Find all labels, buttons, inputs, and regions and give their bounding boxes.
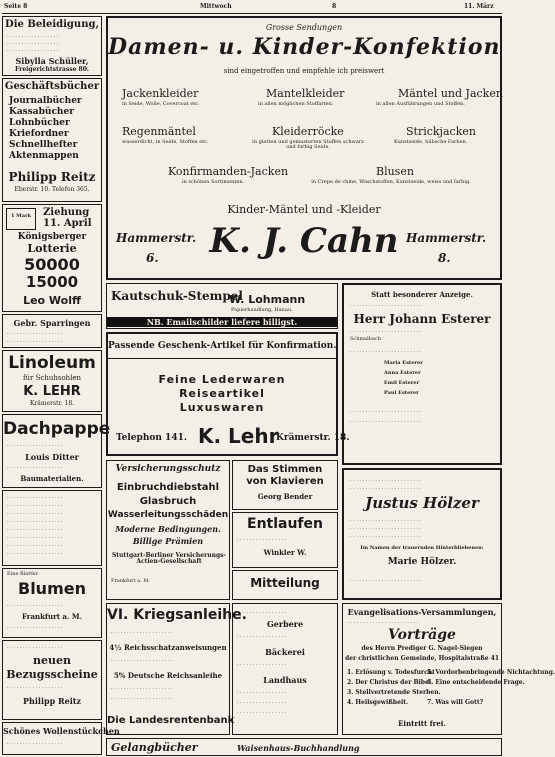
evang-title: Evangelisations-Versammlungen, <box>347 607 497 617</box>
kriegsanleihe-title: VI. Kriegsanleihe. <box>107 607 247 623</box>
cahn-item-desc: in Crepe de chine, Waschstoffen, Kunstseide, weiss und farbig. <box>311 179 471 185</box>
verkauf-line-2: Bäckerei <box>265 647 305 657</box>
ad-cahn <box>106 16 502 280</box>
evang-item: 5. Vordorbenbringende Nichtachtung. <box>427 669 555 676</box>
weekday: Mittwoch <box>200 3 232 10</box>
klaviere-firm: Georg Bender <box>257 492 313 501</box>
entlaufen-name: Winkler W. <box>263 548 307 557</box>
cahn-kinder: Kinder-Mäntel und -Kleider <box>227 203 381 216</box>
stempel-firm: W. Lohmann <box>229 293 306 306</box>
lot-lotterie: Lotterie <box>27 242 77 255</box>
ad-blumen: Eine Blattkr. Blumen . . . . . . . . . . . . . . . . . . Frankfurt a. M. . . . . . . . . . . . . . . . . . . <box>2 568 102 638</box>
page-number: Seite 8 <box>4 3 28 10</box>
vers-title: Versicherungsschutz <box>115 464 221 474</box>
klaviere-title-2: von Klavieren <box>246 476 324 487</box>
cahn-title: Damen- u. Kinder-Konfektion <box>108 34 501 60</box>
lot-price-box: 1 Mark <box>6 208 36 230</box>
cahn-item: Mantelkleider <box>266 87 345 100</box>
cahn-item-desc: in allen Ausführungen und Stoffen. <box>376 101 465 107</box>
cahn-item-desc: in schönen Sortimenten. <box>182 179 245 185</box>
buecher-item: Journalbücher <box>9 96 82 106</box>
vers-line-1: Einbruchdiebstahl <box>116 482 220 493</box>
lot-amount-1: 50000 <box>24 255 80 274</box>
ad-gelangbuecher <box>106 738 502 756</box>
bezug-title: neuen <box>33 654 71 667</box>
kriegsanleihe-line-1: 4½ Reichsschatzanweisungen <box>109 643 227 652</box>
ad-hoelzer: . . . . . . . . . . . . . . . . . . . . . . . . . . . . . . . . . . . . . . . . . . . . . . Justus Hölzer . . . . . . . . . . . . . . . . . . . . . . . . . . . . . . . . . . . . . . . . . . . . . . . . . . . . . . . . . . . . . . . . . . . . . Im Namen der trauernden Hinterbliebenen: Marie Hölzer. . . . . . . . . . . . . . . . . . . . . . . . <box>342 468 502 600</box>
kriegsanleihe-footer: Die Landesrentenbank <box>107 715 235 726</box>
gelang-firm: Waisenhaus-Buchhandlung <box>237 743 360 753</box>
schoenes-title: Schönes Wollenstückchen <box>3 726 120 736</box>
lot-date: 11. April <box>43 218 92 229</box>
esterer-family: Paul Esterer <box>384 390 419 396</box>
hoelzer-sign: Marie Hölzer. <box>387 557 457 567</box>
ad-esterer: Statt besonderer Anzeige. . . . . . . . . . . . . . . . . . . . . . . . Herr Johann Esterer . . . . . . . . . . . . . . . . . . . . . . . Schmalbach . . . . . . . . . . . . . . . . . . . . . . . Maria Esterer Anna Esterer Emil Esterer Paul Esterer . . . . . . . . . . . . . . . . . . . . . . . . . . . . . . . . . . . . . . . . . . . . . . <box>342 283 502 465</box>
vers-line-2: Glasbruch <box>139 496 197 507</box>
ad-verkauf: . . . . . . . . . . . . . . . . Gerbere . . . . . . . . . . . . . . . . Bäckerei . . . . . . . . . . . . . . . . Landhaus . . . . . . . . . . . . . . . . . . . . . . . . . . . . . . . . . . . . . . . . . . . . . . . . <box>232 603 338 735</box>
cahn-item-desc: in Seide, Wolle, Covercoat etc. <box>122 101 200 107</box>
evang-pred: des Herrn Prediger G. Nagel-Siegen <box>361 645 483 652</box>
buecher-title: Geschäftsbücher <box>4 81 100 92</box>
dachpappe-title: Dachpappe <box>3 419 111 439</box>
bezug-title-2: Bezugsscheine <box>6 668 98 681</box>
evang-item: 2. Der Christus der Bibel. <box>347 679 434 686</box>
linoleum-addr: Krämerstr. 18. <box>29 400 75 407</box>
ad-kriegsanleihe: VI. Kriegsanleihe. . . . . . . . . . . . . . . . . . . . . 4½ Reichsschatzanweisungen . . . . . . . . . . . . . . . . . . . . 5% Deutsche Reichsanleihe . . . . . . . . . . . . . . . . . . . . . . . . . . . . . . . . . . . . . . . . Die Landesrentenbank <box>106 603 230 735</box>
klaviere-title: Das Stimmen <box>247 464 323 475</box>
ad-dachpappe: Dachpappe . . . . . . . . . . . . . . . . . . Louis Ditter . . . . . . . . . . . . . . . . . . Baumaterialien. <box>2 414 102 488</box>
buecher-item: Aktenmappen <box>9 151 79 161</box>
evang-item: 4. Heilsgewißheit. <box>347 699 409 706</box>
ad-versicherung <box>106 460 230 600</box>
geschenk-firm: K. Lehr <box>198 424 279 448</box>
lot-amount-2: 15000 <box>25 273 79 291</box>
evang-footer: Eintritt frei. <box>398 719 446 728</box>
cahn-firm: K. J. Cahn <box>209 221 399 261</box>
geschenk-line-2: Reiseartikel <box>179 387 265 400</box>
ad-lehr-geschenk <box>106 332 350 456</box>
kriegsanleihe-line-2: 5% Deutsche Reichsanleihe <box>113 671 223 680</box>
cahn-street-right: Hammerstr. <box>406 231 487 245</box>
spar-title: Gebr. Sparringen <box>13 318 91 328</box>
evang-item: 3. Stellvertretende Sterben. <box>347 689 441 696</box>
entlaufen-title: Entlaufen <box>247 516 323 532</box>
beleidigung-addr: Freigerichtstrasse 80. <box>15 66 89 73</box>
esterer-title: Statt besonderer Anzeige. <box>371 290 473 299</box>
blumen-title: Blumen <box>18 579 86 598</box>
lot-firm: Leo Wolff <box>23 294 81 307</box>
cahn-subtitle: sind eingetroffen und empfehle ich preiswert <box>223 67 385 75</box>
beleidigung-title: Die Beleidigung, <box>5 19 99 30</box>
ad-sparringen: Gebr. Sparringen . . . . . . . . . . . . . . . . . . . . . . . . . . . . . . . . . . . . <box>2 314 102 348</box>
vers-line-4: Moderne Bedingungen. <box>115 524 221 534</box>
evang-in: der christlichen Gemeinde, Hospitalstraße 41 <box>344 655 500 662</box>
esterer-family: Emil Esterer <box>384 380 420 386</box>
ad-lotterie <box>2 204 102 312</box>
cahn-number-right: 8. <box>438 251 451 265</box>
ad-klaviere <box>232 460 338 510</box>
hoelzer-sub: Im Namen der trauernden Hinterbliebenen: <box>360 545 484 551</box>
stempel-title: Kautschuk-Stempel <box>111 289 243 303</box>
lot-ziehung: Ziehung <box>43 207 90 218</box>
ad-mitteilung <box>232 570 338 600</box>
gelang-title: Gelangbücher <box>111 741 198 754</box>
geschenk-addr: Krämerstr. 18. <box>276 433 350 443</box>
cahn-item: Blusen <box>376 165 414 178</box>
issue-date: 11. März <box>464 3 494 10</box>
beleidigung-text-1: . . . . . . . . . . . . . . . . . <box>6 33 59 39</box>
cahn-item-desc: in allen möglichen Stoffarten. <box>258 101 334 107</box>
stempel-notice: NB. Emailschilder liefere billigst. <box>107 317 337 327</box>
verkauf-line-1: Gerbere <box>266 619 304 629</box>
buecher-item: Kassabücher <box>9 107 74 117</box>
ad-schoenes: Schönes Wollenstückchen . . . . . . . . . . . . . . . . . . <box>2 722 102 755</box>
cahn-item: Strickjacken <box>406 125 476 138</box>
cahn-item: Kleiderröcke <box>272 125 344 138</box>
buecher-firm: Philipp Reitz <box>8 170 96 184</box>
blumen-firm: Frankfurt a. M. <box>21 612 83 621</box>
evang-vortraege: Vorträge <box>388 627 456 643</box>
linoleum-firm: K. LEHR <box>23 384 81 399</box>
lot-title: Königsberger <box>17 232 87 242</box>
cahn-item: Mäntel und Jacken <box>398 87 503 100</box>
dachpappe-firm: Louis Ditter <box>25 452 79 462</box>
cahn-street-left: Hammerstr. <box>116 231 197 245</box>
evang-item: 6. Eine entscheidende Frage. <box>427 679 525 686</box>
linoleum-sub: für Schuhsohlen <box>22 374 82 382</box>
bezug-firm: Philipp Reitz <box>23 696 81 706</box>
cahn-item: Jackenkleider <box>122 87 199 100</box>
hoelzer-name: Justus Hölzer <box>365 494 479 512</box>
mitteilung-title: Mitteilung <box>250 576 320 590</box>
geschenk-line-1: Feine Lederwaren <box>158 373 286 386</box>
buecher-item: Schnellhefter <box>9 140 78 150</box>
evang-item: 7. Was will Gott? <box>427 699 484 706</box>
vers-office: Frankfurt a. M. <box>111 578 151 584</box>
blumen-a: Eine Blattkr. <box>7 571 39 577</box>
geschenk-title: Passende Geschenk-Artikel für Konfirmation. <box>108 341 337 351</box>
buecher-item: Lohnbücher <box>9 118 70 128</box>
esterer-place: Schmalbach <box>350 336 381 342</box>
evang-item: 1. Erlösung v. Todesfurcht <box>347 669 435 676</box>
ad-lohmann <box>106 283 338 329</box>
esterer-family: Anna Esterer <box>384 370 421 376</box>
vers-firm: Stuttgart-Berliner Versicherungs-Actien-Gesellschaft <box>111 552 227 565</box>
vers-line-3: Wasserleitungsschäden <box>107 510 229 520</box>
buecher-item: Kriefordner <box>9 129 69 139</box>
beleidigung-name: Sibylla Schüller, <box>15 56 89 66</box>
esterer-family: Maria Esterer <box>384 360 423 366</box>
buecher-addr: Eberstr. 10. Telefon 365. <box>14 186 90 193</box>
ad-kleinanzeigen: . . . . . . . . . . . . . . . . . . . . . . . . . . . . . . . . . . . . . . . . . . . . . . . . . . . . . . . . . . . . . . . . . . . . . . . . . . . . . . . . . . . . . . . . . . . . . . . . . . . . . . . . . . . . . . . . . . . . . . . . . . . . . . . . . . . . . . . . . . . . . . . . <box>2 490 102 566</box>
stempel-sub: Papierhandlung, Hanau. <box>231 307 293 313</box>
ad-entlaufen: Entlaufen . . . . . . . . . . . . . . . . Winkler W. <box>232 512 338 568</box>
cahn-number-left: 6. <box>146 251 159 265</box>
ad-evangelisation: Evangelisations-Versammlungen, . . . . . . . . . . . . . . . . . . . . . . . Vorträge des Herrn Prediger G. Nagel-Siegen der christlichen Gemeinde, Hospitalstraße 41 1. Erlösung v. Todesfurcht 2. Der Christus der Bibel. 3. Stellvertretende Sterben. 4. Heilsgewißheit. 5. Vordorbenbringende Nichtachtung. 6. Eine entscheidende Frage. 7. Was will Gott? Eintritt frei. <box>342 603 502 735</box>
ad-beleidigung <box>2 16 102 76</box>
header-rule <box>2 13 502 14</box>
cahn-item: Konfirmanden-Jacken <box>168 165 289 178</box>
cahn-item-desc: Kunstseide, hübsche Farben. <box>394 139 468 145</box>
cahn-item: Regenmäntel <box>122 125 196 138</box>
geschenk-line-3: Luxuswaren <box>179 401 265 414</box>
ad-bezugsscheine: . . . . . . . . . . . . . . . . . . neuen Bezugsscheine . . . . . . . . . . . . . . . . . . Philipp Reitz <box>2 640 102 720</box>
esterer-name: Herr Johann Esterer <box>353 312 491 326</box>
beleidigung-text-2: . . . . . . . . . . . . . . . . . <box>6 40 59 46</box>
linoleum-title: Linoleum <box>8 353 96 373</box>
geschenk-tel: Telephon 141. <box>116 433 187 443</box>
cahn-header: Grosse Sendungen <box>265 23 343 32</box>
ad-geschaeftsbuecher <box>2 78 102 202</box>
verkauf-line-3: Landhaus <box>263 675 307 685</box>
page-mark: 8 <box>332 3 337 10</box>
dachpappe-sub: Baumaterialien. <box>20 474 84 483</box>
cahn-item-desc: wasserdicht, in Seide, Stoffen etc. <box>122 139 209 145</box>
vers-line-5: Billige Prämien <box>132 536 204 546</box>
cahn-item-desc: in glatten und gemusterten Stoffen schwarz und farbig Seide. <box>252 139 364 150</box>
beleidigung-text-3: . . . . . . . . . . . . . . . . . <box>6 47 59 53</box>
ad-linoleum <box>2 350 102 412</box>
